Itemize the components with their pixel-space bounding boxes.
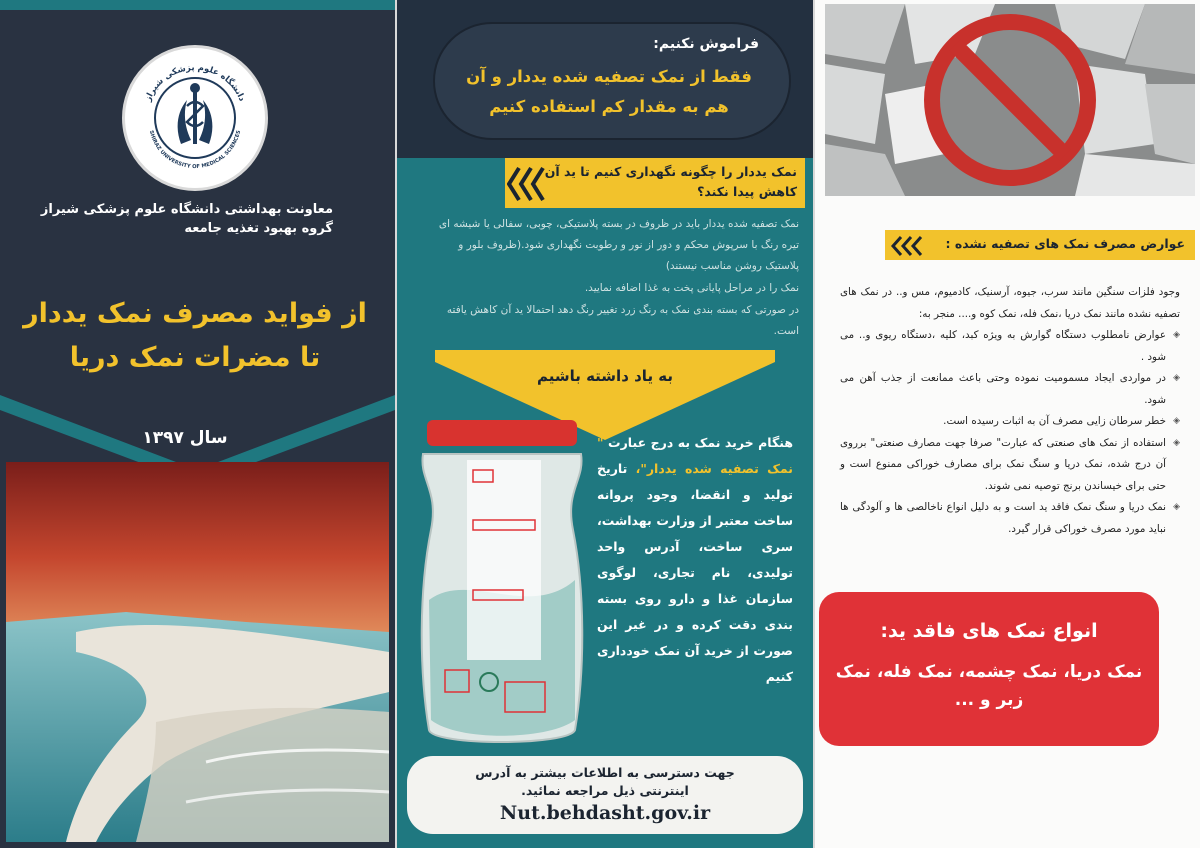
reminder-bubble (433, 22, 791, 140)
side-effects-list (840, 282, 1180, 540)
purchase-advice (597, 430, 793, 690)
side-effects-banner (885, 230, 1195, 260)
storage-tips (425, 214, 799, 343)
website-note-line1: جهت دسترسی به اطلاعات بیشتر به آدرس (475, 765, 735, 780)
fold-line (395, 0, 397, 848)
list-item: ◈ نمک دریا و سنگ نمک فاقد ید است و به دلیل انواع ناخالصی ها و آلودگی ها نباید مورد مصرف خوراکی قرار گیرد. (840, 497, 1180, 540)
chevrons-icon (891, 236, 925, 256)
website-note (407, 764, 803, 800)
side-effects-intro: وجود فلزات سنگین مانند سرب، جیوه، آرسنیک، کادمیوم، مس و.. در نمک های تصفیه نشده مانند نمک دریا ،نمک فله، نمک کوه و.... منجر به: (840, 286, 1180, 320)
purchase-advice-quote: " نمک تصفیه شده یددار"، (597, 435, 793, 476)
logo-arc-fa: دانشگاه علوم پزشکی شیراز (143, 62, 247, 103)
storage-tip: در صورتی که بسته بندی نمک به رنگ زرد تغییر رنگ دهد احتمالا ید آن کاهش یافته است. (446, 304, 799, 337)
title-line2: تا مضرات نمک دریا (69, 342, 321, 373)
list-item: ◈ در مواردی ایجاد مسمومیت نموده وحتی باعث ممانعت از جذب آهن می شود. (840, 368, 1180, 411)
right-panel (815, 0, 1200, 848)
storage-question: نمک یددار را چگونه نگهداری کنیم تا ید آن کاهش پیدا نکند؟ (544, 164, 797, 199)
remember-title: به یاد داشته باشیم (536, 367, 674, 385)
storage-question-banner (505, 158, 805, 208)
cover-panel (0, 0, 395, 848)
reminder-text: فقط از نمک تصفیه شده یددار و آن هم به مقدار کم استفاده کنیم (466, 67, 752, 116)
storage-tip: نمک تصفیه شده یددار باید در ظروف در بسته پلاستیکی، چوبی، سفالی یا شیشه ای تیره رنگ با سرپوش محکم و دور از نور و رطوبت نگهداری شود.(ظروف بلور و پلاستیک روشن مناسب نیستند) (438, 218, 799, 272)
list-item: ◈ عوارض نامطلوب دستگاه گوارش به ویژه کبد، کلیه ،دستگاه ریوی و.. می شود . (840, 325, 1180, 368)
fold-line (813, 0, 815, 848)
no-salt-rocks-image (825, 4, 1195, 196)
reminder-heading: فراموش نکنیم: (653, 36, 759, 52)
org-line2: گروه بهبود تغذیه جامعه (184, 221, 333, 236)
storage-tip: نمک را در مراحل پایانی پخت به غذا اضافه نمایید. (584, 282, 799, 294)
title-line1: از فواید مصرف نمک یددار (23, 298, 367, 329)
non-iodized-types: نمک دریا، نمک چشمه، نمک فله، نمک زبر و ... (835, 662, 1143, 710)
website-url[interactable]: Nut.behdasht.gov.ir (499, 802, 711, 824)
non-iodized-title: انواع نمک های فاقد ید: (880, 620, 1098, 642)
year-label: سال ۱۳۹۷ (142, 428, 228, 448)
logo-arc-en: SHIRAZ UNIVERSITY OF MEDICAL SCIENCES (147, 129, 243, 171)
purchase-advice-post: تاریخ تولید و انقضا، وجود پروانه ساخت معتبر از وزارت بهداشت، سری ساخت، آدرس واحد تولیدی، نام تجاری، لوگوی سازمان غذا و دارو روی بسته بندی دقت کرده و در غیر این صورت از خرید آن نمک خودداری کنیم (597, 461, 793, 684)
dead-sea-photo (6, 462, 389, 842)
website-box (407, 756, 803, 834)
salt-jar-image (409, 420, 589, 750)
non-iodized-salt-box (819, 592, 1159, 746)
side-effects-title: عوارض مصرف نمک های تصفیه نشده : (945, 236, 1185, 251)
list-item: ◈ خطر سرطان زایی مصرف آن به اثبات رسیده است. (840, 411, 1180, 433)
list-item: ◈ استفاده از نمک های صنعتی که عبارت" صرفا جهت مصارف صنعتی" برروی آن درج شده، نمک دریا و سنگ نمک برای مصارف خوراکی ممنوع است و حتی برای خیساندن برنج توصیه نمی شوند. (840, 433, 1180, 498)
university-logo (122, 45, 268, 191)
brochure-title (15, 292, 375, 380)
chevrons-icon (507, 166, 547, 202)
organization-name (33, 200, 333, 238)
website-note-line2: اینترنتی ذیل مراجعه نمائید. (521, 783, 689, 798)
purchase-advice-pre: هنگام خرید نمک به درج عبارت (608, 435, 793, 450)
middle-panel (395, 0, 815, 848)
org-line1: معاونت بهداشتی دانشگاه علوم پزشکی شیراز (40, 202, 333, 217)
